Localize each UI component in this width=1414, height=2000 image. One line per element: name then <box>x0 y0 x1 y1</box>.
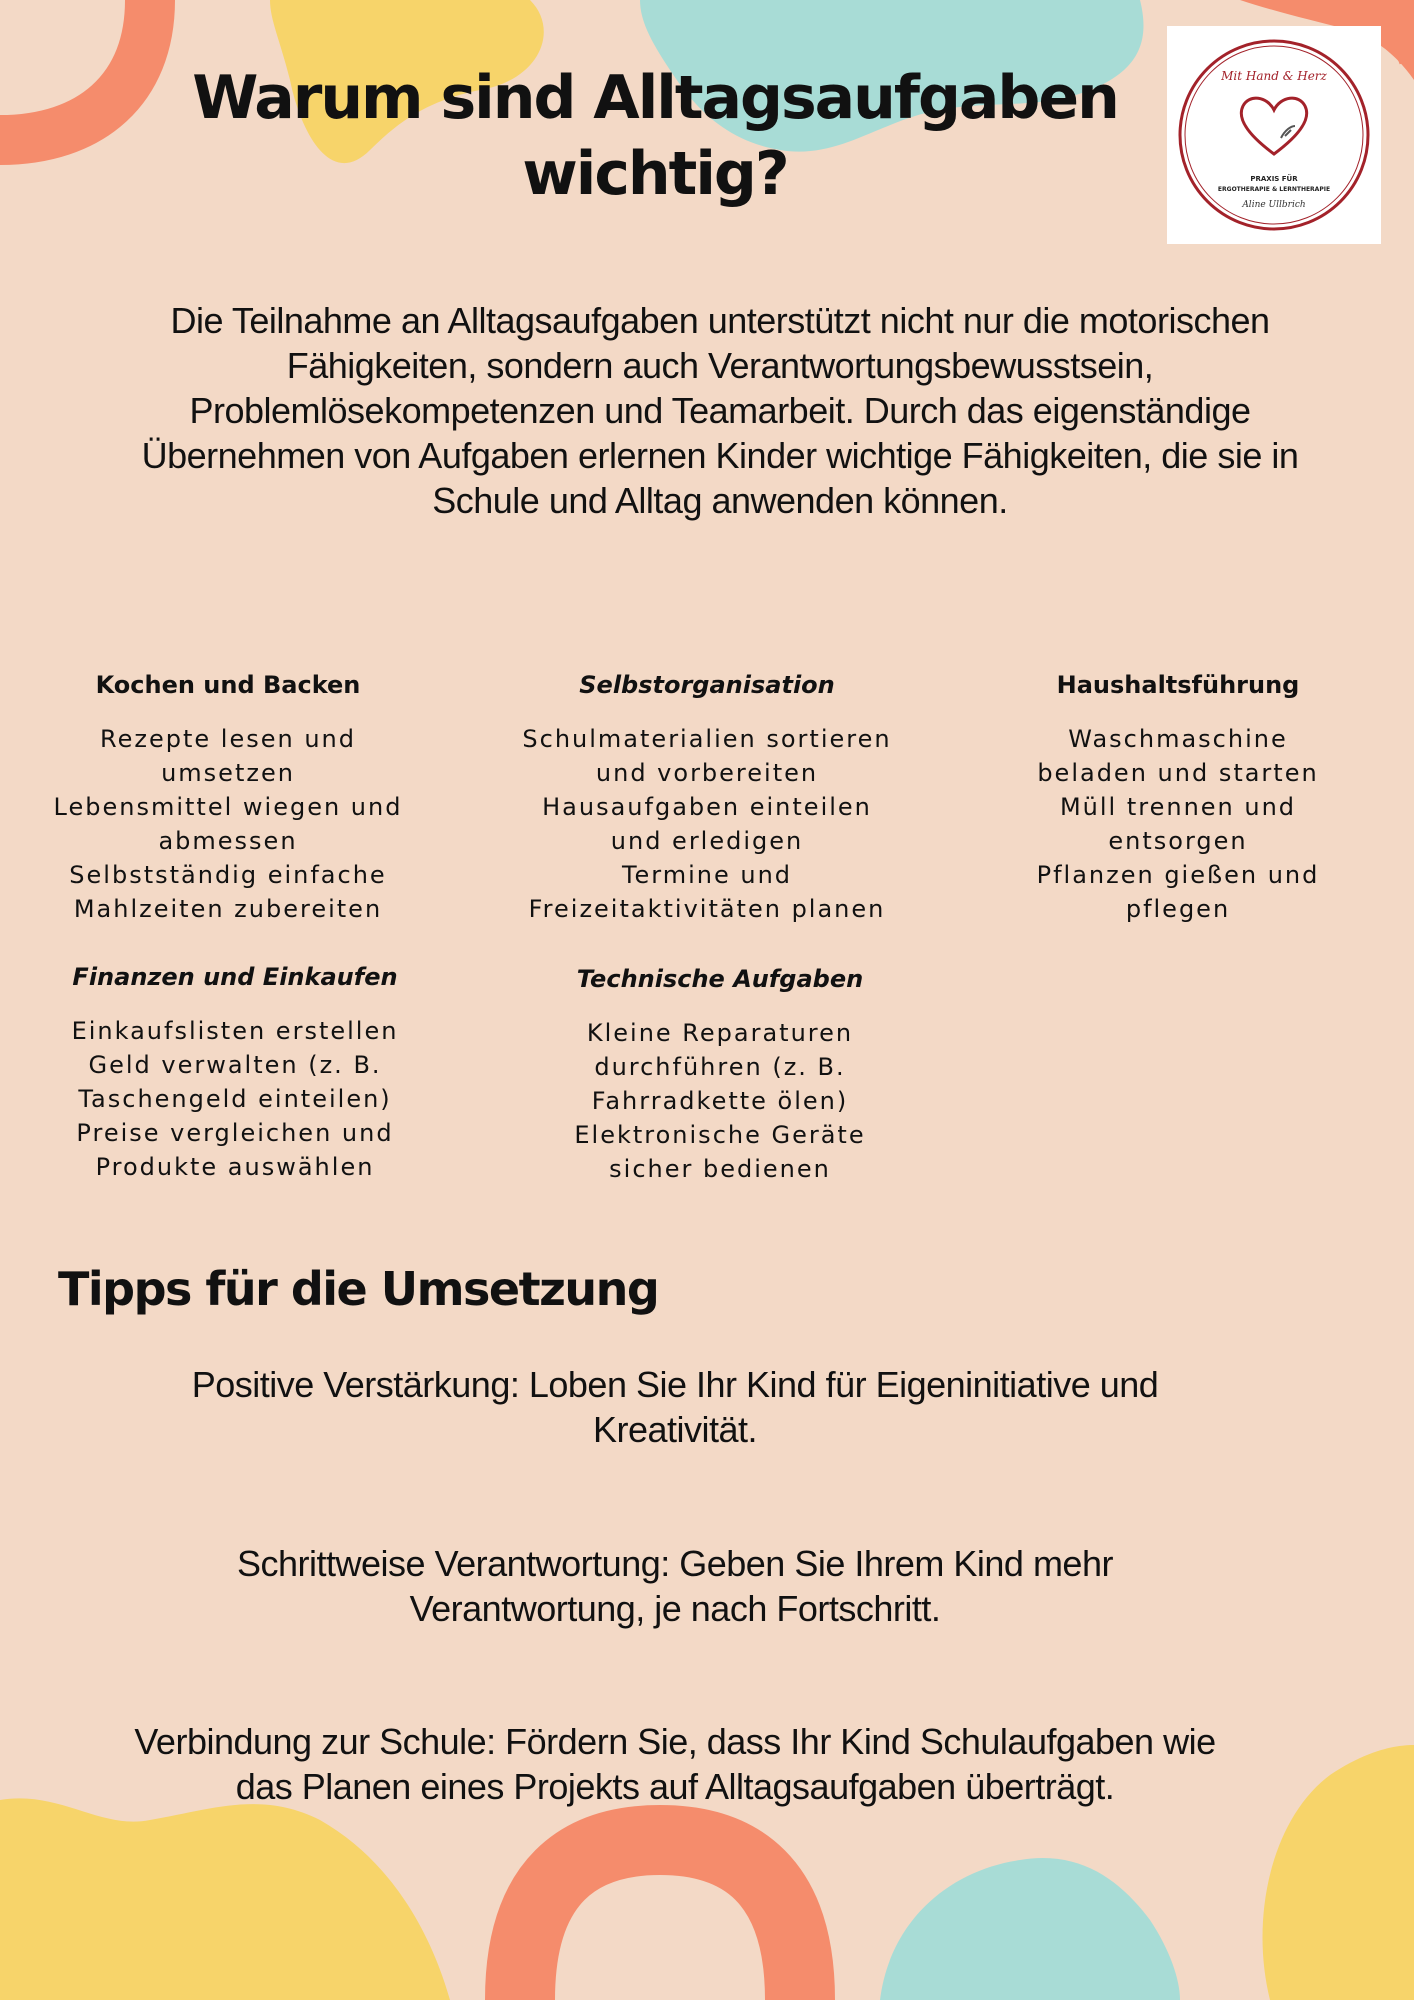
logo-signature: Aline Ullbrich <box>1242 200 1306 210</box>
list-item: Geld verwalten (z. B. Taschengeld einteilen) <box>78 1051 392 1113</box>
list-item: Elektronische Geräte sicher bedienen <box>574 1121 866 1183</box>
page-title: Warum sind Alltagsaufgaben wichtig? <box>192 63 1118 209</box>
category-list <box>38 722 418 926</box>
list-item: Lebensmittel wiegen und abmessen <box>53 793 403 855</box>
list-item: Einkaufslisten erstellen <box>71 1017 399 1045</box>
list-item: Pflanzen gießen und pflegen <box>1036 861 1320 923</box>
tip-item: Verbindung zur Schule: Fördern Sie, dass Ihr Kind Schulaufgaben wie das Planen eines Projekts auf Alltagsaufgaben überträgt. <box>134 1721 1216 1807</box>
tip-item: Positive Verstärkung: Loben Sie Ihr Kind für Eigeninitiative und Kreativität. <box>191 1364 1159 1450</box>
list-item: Hausaufgaben einteilen und erledigen <box>542 793 872 855</box>
heart-with-hand-icon <box>1241 98 1306 154</box>
category-heading: Finanzen und Einkaufen <box>72 963 398 991</box>
tips-heading: Tipps für die Umsetzung <box>58 1262 659 1316</box>
category-list <box>55 1014 415 1184</box>
list-item: Selbstständig einfache Mahlzeiten zubereiten <box>69 861 387 923</box>
category-list <box>512 722 902 926</box>
category-heading: Selbstorganisation <box>579 671 835 699</box>
category-kochen <box>38 668 418 926</box>
mint-bottom-blob <box>880 1858 1180 2000</box>
category-list <box>545 1016 895 1186</box>
list-item: Kleine Reparaturen durchführen (z. B. Fahrradkette ölen) <box>586 1019 854 1115</box>
category-heading: Kochen und Backen <box>95 671 361 699</box>
logo-top-text: Mit Hand & Herz <box>1221 69 1327 83</box>
yellow-corner-blob <box>1263 1745 1414 2000</box>
practice-logo <box>1167 26 1381 244</box>
category-heading: Technische Aufgaben <box>576 965 864 993</box>
category-selbstorganisation <box>512 668 902 926</box>
category-heading: Haushaltsführung <box>1056 671 1300 699</box>
category-technik <box>545 962 895 1186</box>
list-item: Preise vergleichen und Produkte auswählen <box>76 1119 394 1181</box>
intro-paragraph: Die Teilnahme an Alltagsaufgaben unterstützt nicht nur die motorischen Fähigkeiten, sondern auch Verantwortungsbewusstsein, Problemlösekompetenzen und Teamarbeit. Durch das eigenständige Übernehmen von Aufgaben erlernen Kinder wichtige Fähigkeiten, die sie in Schule und Alltag anwenden können. <box>141 300 1299 521</box>
list-item: Termine und Freizeitaktivitäten planen <box>528 861 886 923</box>
logo-line1: PRAXIS FÜR <box>1250 175 1298 183</box>
logo-graphic <box>1167 26 1381 244</box>
logo-line2: ERGOTHERAPIE & LERNTHERAPIE <box>1217 186 1331 193</box>
coral-arch-shape <box>520 1840 800 2000</box>
list-item: Müll trennen und entsorgen <box>1059 793 1297 855</box>
tip-item: Schrittweise Verantwortung: Geben Sie Ihrem Kind mehr Verantwortung, je nach Fortschritt. <box>237 1543 1113 1629</box>
category-haushalt <box>1018 668 1338 926</box>
category-list <box>1018 722 1338 926</box>
list-item: Waschmaschine beladen und starten <box>1037 725 1319 787</box>
coral-ring-shape <box>0 0 150 140</box>
list-item: Schulmaterialien sortieren und vorbereiten <box>522 725 892 787</box>
list-item: Rezepte lesen und umsetzen <box>100 725 356 787</box>
category-finanzen <box>55 960 415 1184</box>
yellow-bottom-blob <box>0 1798 450 2000</box>
